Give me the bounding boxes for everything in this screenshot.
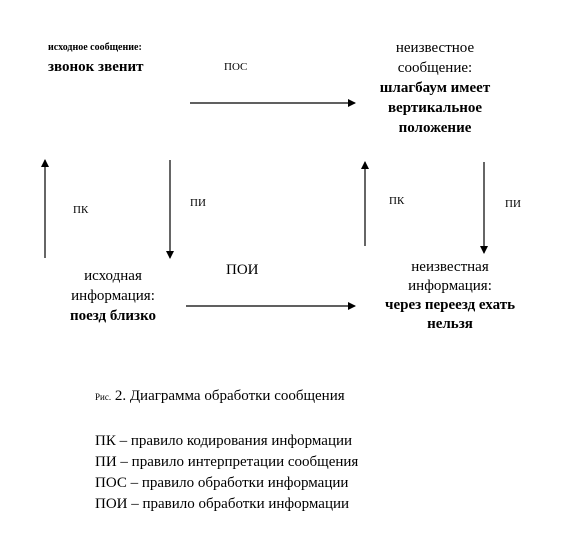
edge-label-pi-left: ПИ (190, 197, 206, 209)
figure-caption-text: 2. Диаграмма обработки сообщения (114, 388, 345, 404)
legend-item-pos: ПОС – правило обработки информации (95, 475, 349, 491)
edge-label-poi: ПОИ (226, 262, 259, 278)
node-source-message (48, 42, 188, 76)
node-unknown-info-caption-2: информация: (408, 278, 492, 294)
node-unknown-info-text-2: нельзя (427, 316, 473, 332)
edge-label-pk-right: ПК (389, 195, 405, 207)
node-unknown-message (350, 38, 520, 138)
edge-label-pi-right: ПИ (505, 198, 521, 210)
edge-label-pos: ПОС (224, 61, 248, 73)
node-unknown-message-text-1: шлагбаум имеет (379, 80, 491, 96)
node-source-message-caption: исходное сообщение: (48, 42, 142, 53)
node-source-info-caption-1: исходная (84, 268, 142, 284)
node-unknown-message-caption-1: неизвестное (395, 40, 475, 56)
node-unknown-info-caption-1: неизвестная (411, 259, 489, 275)
legend-item-poi: ПОИ – правило обработки информации (95, 496, 350, 512)
figure-caption (95, 388, 345, 405)
node-unknown-info (355, 258, 545, 334)
node-source-info-caption-2: информация: (71, 288, 155, 304)
legend-item-pi: ПИ – правило интерпретации сообщения (95, 454, 359, 470)
node-unknown-message-caption-2: сообщение: (397, 60, 473, 76)
node-source-message-text: звонок звенит (48, 59, 144, 75)
edge-label-pk-left: ПК (73, 204, 89, 216)
node-unknown-message-text-3: положение (398, 120, 472, 136)
node-source-info (38, 266, 188, 326)
node-source-info-text: поезд близко (69, 308, 157, 324)
legend (95, 431, 358, 515)
node-unknown-info-text-1: через переезд ехать (384, 297, 516, 313)
legend-item-pk: ПК – правило кодирования информации (95, 433, 353, 449)
node-unknown-message-text-2: вертикальное (387, 100, 483, 116)
figure-caption-prefix: Рис. (95, 392, 112, 402)
